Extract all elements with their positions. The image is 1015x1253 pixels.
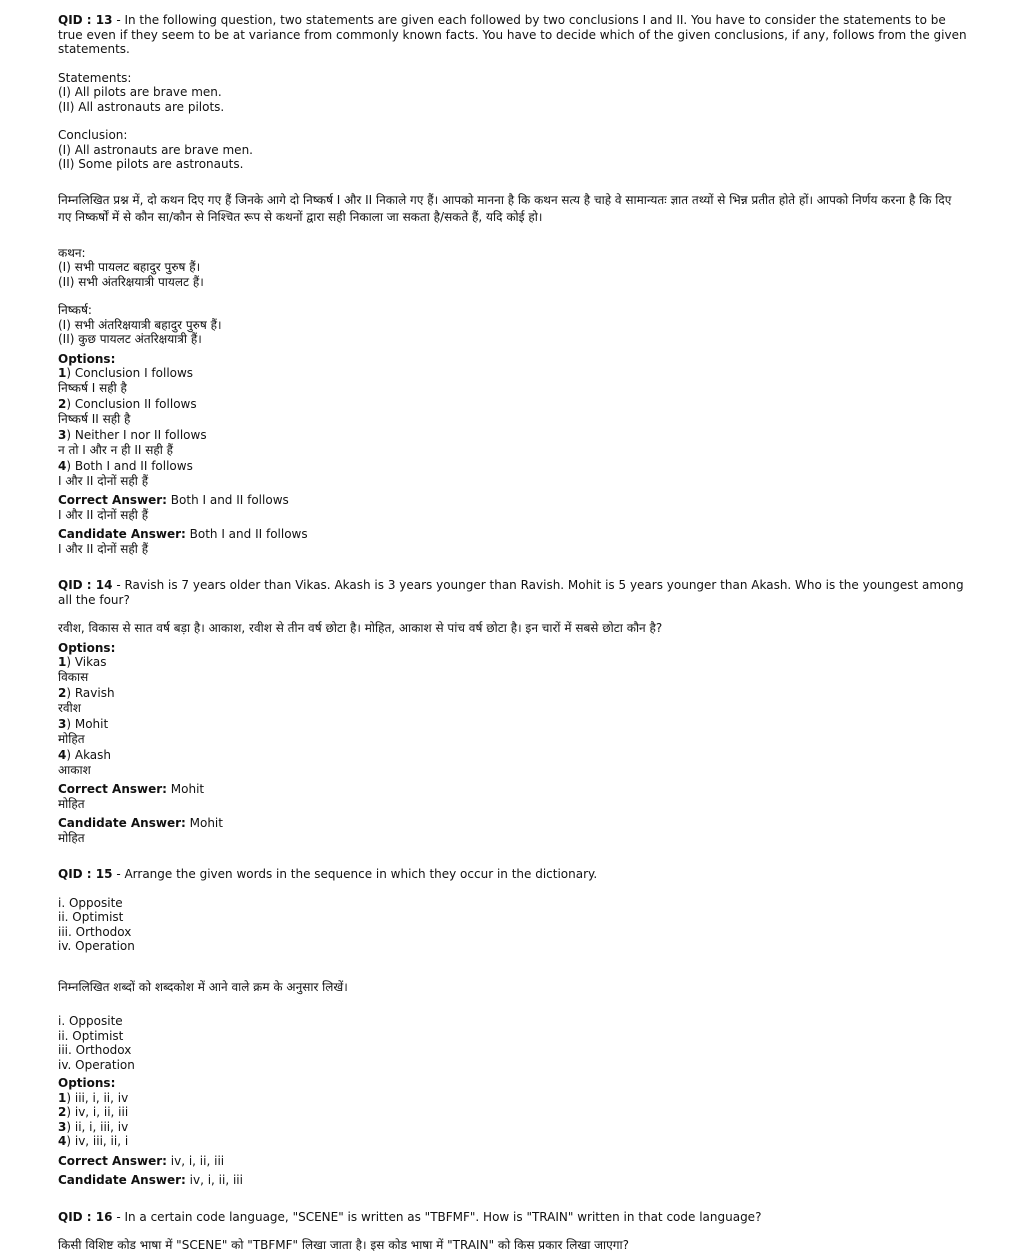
option-2-hi: रवीश	[58, 700, 81, 715]
correct-answer-label: Correct Answer:	[58, 782, 167, 796]
option-3	[58, 428, 968, 443]
question-16	[58, 1210, 968, 1253]
option-2	[58, 1105, 968, 1120]
candidate-answer	[58, 1173, 968, 1188]
word-2: ii. Optimist	[58, 910, 124, 924]
question-body: - In the following question, two statements are given each followed by two conclusions I and II. You have to consider the statements to be true even if they seem to be at variance from commonly known facts. You have to decide which of the given conclusions, if any, follows from the given statements.	[58, 13, 967, 56]
option-text: ) Conclusion I follows	[66, 366, 194, 380]
option-1-hi: विकास	[58, 669, 89, 684]
option-text: ) ii, i, iii, iv	[66, 1119, 129, 1134]
option-number: 2	[58, 397, 67, 411]
option-2	[58, 397, 968, 412]
option-text: ) Both I and II follows	[66, 459, 193, 473]
question-text-en	[58, 867, 968, 882]
option-2-hi: निष्कर्ष II सही है	[58, 411, 131, 426]
conclusion-2: (II) Some pilots are astronauts.	[58, 157, 244, 171]
option-number: 1	[58, 366, 67, 380]
candidate-answer-hi: मोहित	[58, 830, 85, 845]
candidate-answer-value: Both I and II follows	[185, 527, 308, 541]
option-number: 2	[58, 686, 67, 700]
question-text-en	[58, 13, 968, 57]
candidate-answer-label: Candidate Answer:	[58, 527, 186, 541]
question-text-en	[58, 578, 968, 607]
statement-2-hi: (II) सभी अंतरिक्षयात्री पायलट हैं।	[58, 274, 204, 289]
statements-title-hi: कथन:	[58, 245, 86, 260]
option-3-hi: न तो I और न ही II सही हैं	[58, 442, 174, 457]
correct-answer-value: iv, i, ii, iii	[166, 1153, 225, 1168]
qid-label: QID : 16	[58, 1209, 113, 1224]
option-text: ) Akash	[66, 748, 112, 762]
conclusion-1-hi: (I) सभी अंतरिक्षयात्री बहादुर पुरुष हैं।	[58, 317, 222, 332]
candidate-answer-hi: I और II दोनों सही हैं	[58, 541, 149, 556]
option-3	[58, 1120, 968, 1135]
question-body: - Ravish is 7 years older than Vikas. Akash is 3 years younger than Ravish. Mohit is 5 years younger than Akash. Who is the youngest among all the four?	[58, 578, 964, 607]
option-4-hi: आकाश	[58, 762, 91, 777]
question-body: - In a certain code language, "SCENE" is written as "TBFMF". How is "TRAIN" written in that code language?	[116, 1209, 762, 1224]
statement-1: (I) All pilots are brave men.	[58, 85, 222, 99]
option-text: ) iv, i, ii, iii	[66, 1105, 129, 1119]
question-body: - Arrange the given words in the sequence in which they occur in the dictionary.	[116, 867, 598, 881]
option-4	[58, 459, 968, 474]
options-label: Options:	[58, 640, 116, 655]
option-text: ) Mohit	[66, 717, 109, 731]
qid-label: QID : 13	[58, 13, 113, 27]
option-number: 4	[58, 459, 67, 473]
correct-answer	[58, 493, 968, 508]
correct-answer	[58, 782, 968, 797]
option-number: 2	[58, 1105, 67, 1119]
option-1-hi: निष्कर्ष I सही है	[58, 380, 127, 395]
option-1	[58, 366, 968, 381]
correct-answer-hi: मोहित	[58, 796, 85, 811]
option-text: ) Conclusion II follows	[66, 397, 197, 411]
option-number: 3	[58, 717, 67, 731]
candidate-answer-label: Candidate Answer:	[58, 1173, 186, 1187]
question-15	[58, 867, 968, 1188]
correct-answer-value: Mohit	[166, 782, 205, 796]
word-1: i. Opposite	[58, 895, 123, 910]
option-number: 1	[58, 1090, 67, 1105]
option-3-hi: मोहित	[58, 731, 85, 746]
option-number: 4	[58, 748, 67, 762]
question-13	[58, 13, 968, 556]
correct-answer-hi: I और II दोनों सही हैं	[58, 507, 149, 522]
question-text-hi: निम्नलिखित प्रश्न में, दो कथन दिए गए हैं जिनके आगे दो निष्कर्ष I और II निकाले गए हैं। आपको मानना है कि कथन सत्य है चाहे वे सामान्यतः ज्ञात तथ्यों से भिन्न प्रतीत होते हों। आपको निर्णय करना है कि दिए गए निष्कर्षों में से कौन सा/कौन से निश्चित रूप से कथनों द्वारा सही निकाला जा सकता है/सकते हैं, यदि कोई हो।	[58, 192, 952, 224]
statement-1-hi: (I) सभी पायलट बहादुर पुरुष हैं।	[58, 260, 201, 274]
word-3-hi: iii. Orthodox	[58, 1043, 132, 1057]
candidate-answer-value: Mohit	[185, 816, 223, 830]
candidate-answer-value: iv, i, ii, iii	[185, 1173, 243, 1187]
correct-answer-label: Correct Answer:	[58, 493, 167, 507]
statements-title: Statements:	[58, 70, 132, 85]
options-label: Options:	[58, 1076, 116, 1090]
option-text: ) iv, iii, ii, i	[66, 1134, 129, 1148]
option-4-hi: I और II दोनों सही हैं	[58, 473, 149, 488]
question-sheet	[58, 13, 968, 1253]
word-4-hi: iv. Operation	[58, 1057, 135, 1072]
option-text: ) Neither I nor II follows	[66, 428, 207, 442]
conclusion-2-hi: (II) कुछ पायलट अंतरिक्षयात्री हैं।	[58, 332, 202, 346]
qid-label: QID : 15	[58, 867, 113, 881]
statement-2: (II) All astronauts are pilots.	[58, 99, 225, 114]
question-text-en	[58, 1210, 968, 1225]
word-1-hi: i. Opposite	[58, 1014, 123, 1028]
options-label: Options:	[58, 351, 116, 366]
correct-answer-value: Both I and II follows	[166, 493, 289, 507]
option-2	[58, 686, 968, 701]
question-14	[58, 578, 968, 845]
question-text-hi: किसी विशिष्ट कोड भाषा में "SCENE" को "TBFMF" लिखा जाता है। इस कोड भाषा में "TRAIN" को किस प्रकार लिखा जाएगा?	[58, 1238, 630, 1252]
word-4: iv. Operation	[58, 939, 135, 953]
candidate-answer	[58, 816, 968, 831]
option-text: ) Vikas	[66, 655, 107, 669]
qid-label: QID : 14	[58, 578, 113, 592]
candidate-answer-label: Candidate Answer:	[58, 816, 186, 830]
conclusion-1: (I) All astronauts are brave men.	[58, 142, 253, 157]
option-number: 3	[58, 1119, 67, 1134]
option-number: 4	[58, 1134, 67, 1148]
question-text-hi: रवीश, विकास से सात वर्ष बड़ा है। आकाश, रवीश से तीन वर्ष छोटा है। मोहित, आकाश से पांच वर्ष छोटा है। इन चारों में सबसे छोटा कौन है?	[58, 621, 663, 635]
correct-answer-label: Correct Answer:	[58, 1153, 167, 1168]
option-1	[58, 1091, 968, 1106]
conclusion-title: Conclusion:	[58, 128, 128, 142]
option-4	[58, 748, 968, 763]
word-2-hi: ii. Optimist	[58, 1028, 124, 1043]
option-text: ) Ravish	[66, 686, 115, 700]
conclusion-title-hi: निष्कर्ष:	[58, 303, 92, 317]
option-number: 1	[58, 655, 67, 669]
option-text: ) iii, i, ii, iv	[66, 1090, 129, 1105]
question-text-hi: निम्नलिखित शब्दों को शब्दकोश में आने वाले क्रम के अनुसार लिखें।	[58, 979, 348, 994]
option-1	[58, 655, 968, 670]
option-4	[58, 1134, 968, 1149]
option-3	[58, 717, 968, 732]
candidate-answer	[58, 527, 968, 542]
word-3: iii. Orthodox	[58, 924, 132, 939]
correct-answer	[58, 1154, 968, 1169]
option-number: 3	[58, 428, 67, 442]
